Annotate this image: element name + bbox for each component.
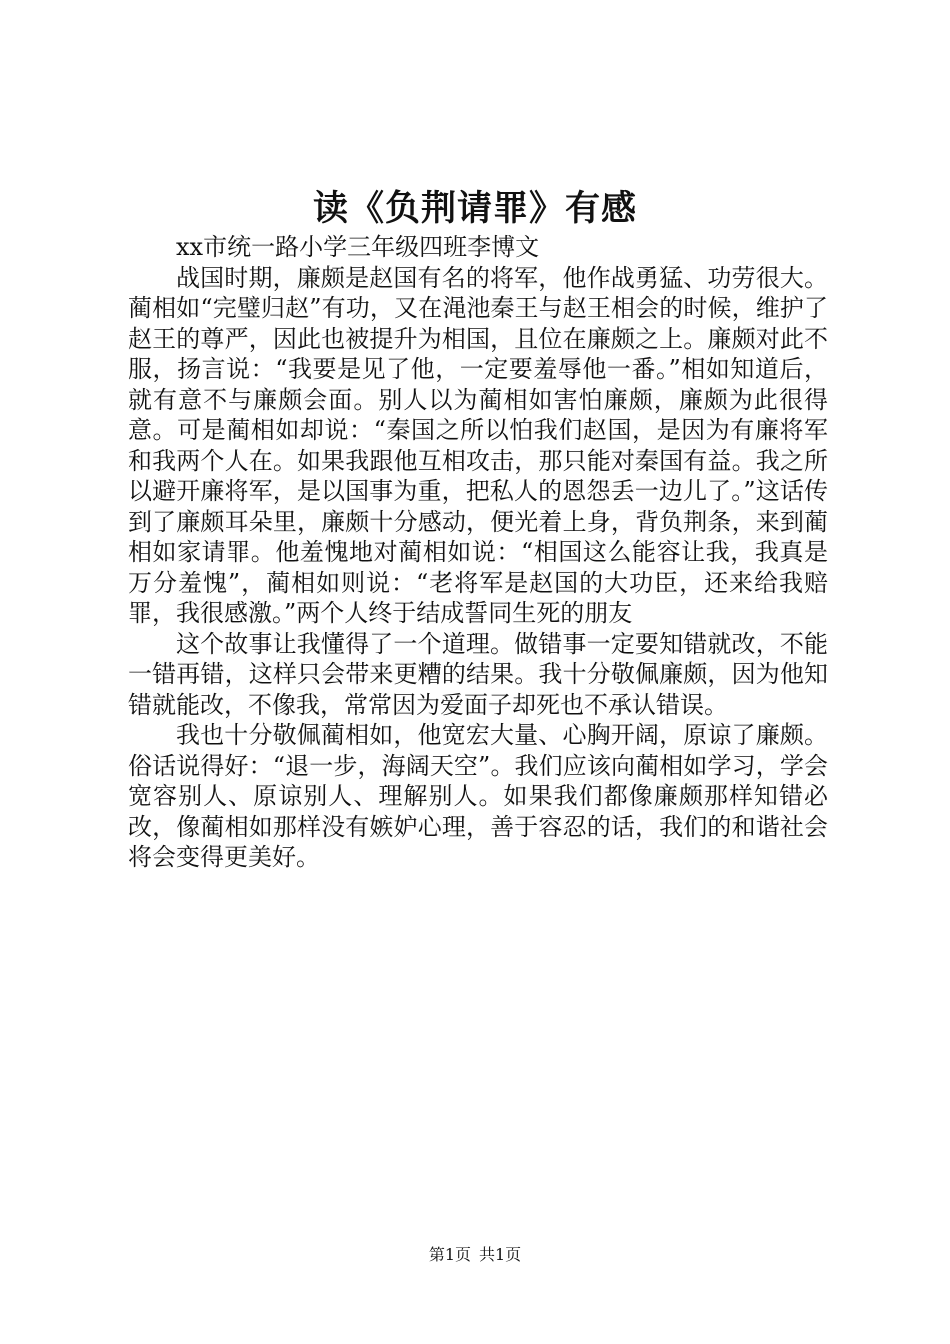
page-total: 共1页 — [479, 1245, 522, 1264]
document-body — [128, 232, 828, 873]
paragraph-1: 战国时期，廉颇是赵国有名的将军，他作战勇猛、功劳很大。蔺相如“完璧归赵”有功，又在渑池秦王与赵王相会的时候，维护了赵王的尊严，因此也被提升为相国，且位在廉颇之上。廉颇对此不服，扬言说：“我要是见了他，一定要羞辱他一番。”相如知道后，就有意不与廉颇会面。别人以为蔺相如害怕廉颇，廉颇为此很得意。可是蔺相如却说：“秦国之所以怕我们赵国，是因为有廉将军和我两个人在。如果我跟他互相攻击，那只能对秦国有益。我之所以避开廉将军，是以国事为重，把私人的恩怨丢一边儿了。”这话传到了廉颇耳朵里，廉颇十分感动，便光着上身，背负荆条，来到蔺相如家请罪。他羞愧地对蔺相如说：“相国这么能容让我，我真是万分羞愧”，蔺相如则说：“老将军是赵国的大功臣，还来给我赔罪，我很感激。”两个人终于结成誓同生死的朋友 — [128, 263, 828, 627]
page-number: 第1页 — [428, 1245, 471, 1264]
paragraph-2: 这个故事让我懂得了一个道理。做错事一定要知错就改，不能一错再错，这样只会带来更糟的结果。我十分敬佩廉颇，因为他知错就能改，不像我，常常因为爱面子却死也不承认错误。 — [128, 629, 828, 719]
document-title: 读《负荆请罪》有感 — [312, 189, 637, 229]
page-footer — [0, 1244, 950, 1266]
author-line: xx市统一路小学三年级四班李博文 — [176, 233, 540, 261]
paragraph-3: 我也十分敬佩蔺相如，他宽宏大量、心胸开阔，原谅了廉颇。俗话说得好：“退一步，海阔天空”。我们应该向蔺相如学习，学会宽容别人、原谅别人、理解别人。如果我们都像廉颇那样知错必改，像蔺相如那样没有嫉妒心理，善于容忍的话，我们的和谐社会将会变得更美好。 — [128, 721, 828, 871]
